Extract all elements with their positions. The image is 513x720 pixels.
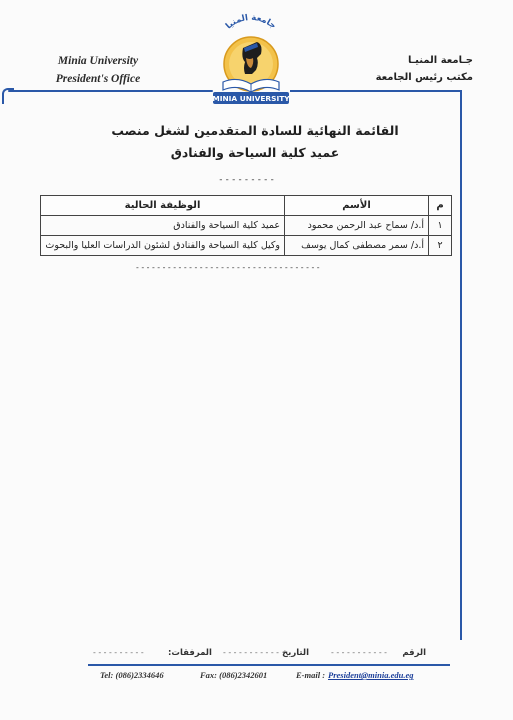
title-line-1: القائمة النهائية للسادة المتقدمين لشغل منصب [111, 123, 399, 138]
title-line-2: عميد كلية السياحة والفنادق [170, 145, 340, 160]
header-name: الأسم [285, 196, 429, 216]
table-header-row [41, 196, 452, 216]
row-number: ٢ [429, 236, 452, 256]
table-row [41, 216, 452, 236]
office-name-ar: مكتب رئيس الجامعة [375, 72, 473, 83]
document-title [60, 120, 450, 164]
reference-field: ----------- [330, 648, 389, 657]
footer-reference-row [92, 648, 442, 662]
office-name-english [38, 52, 158, 88]
row-number: ١ [429, 216, 452, 236]
frame-line-top-left [8, 90, 213, 92]
date-label: التاريخ [282, 648, 309, 658]
svg-text:جامعة المنيا: جامعة المنيا [223, 12, 278, 32]
minia-university-logo [205, 12, 297, 108]
office-name-arabic [353, 52, 473, 86]
email-label: E-mail : [296, 670, 326, 680]
candidate-name: أ.د/ سماح عبد الرحمن محمود [285, 216, 429, 236]
header-number: م [429, 196, 452, 216]
title-divider: --------- [218, 175, 276, 185]
header-current-position: الوظيفة الحالية [41, 196, 285, 216]
table-row [41, 236, 452, 256]
svg-text:MINIA UNIVERSITY: MINIA UNIVERSITY [212, 94, 290, 103]
candidate-name: أ.د/ سمر مصطفى كمال يوسف [285, 236, 429, 256]
table-divider: ----------------------------------- [135, 263, 322, 272]
telephone: Tel: (086)2334646 [100, 670, 164, 680]
date-field: ----------- [222, 648, 281, 657]
footer-divider [88, 664, 450, 666]
email-link[interactable]: President@minia.edu.eg [328, 670, 414, 680]
candidate-position: وكيل كلية السياحة والفنادق لشئون الدراسات العليا والبحوث [41, 236, 285, 256]
frame-line-top-right [290, 90, 460, 92]
candidate-position: عميد كلية السياحة والفنادق [41, 216, 285, 236]
university-name-en: Minia University [57, 55, 139, 67]
fax: Fax: (086)2342601 [200, 670, 268, 680]
university-name-ar: جـامعة المنيـا [408, 55, 473, 66]
reference-label: الرقم [402, 648, 426, 658]
footer-contact-row [100, 670, 450, 684]
candidates-table [40, 195, 452, 256]
office-name-en: President's Office [55, 73, 141, 85]
attachments-label: المرفقات: [168, 648, 212, 658]
attachments-field: ---------- [92, 648, 146, 657]
frame-line-right [460, 90, 462, 640]
